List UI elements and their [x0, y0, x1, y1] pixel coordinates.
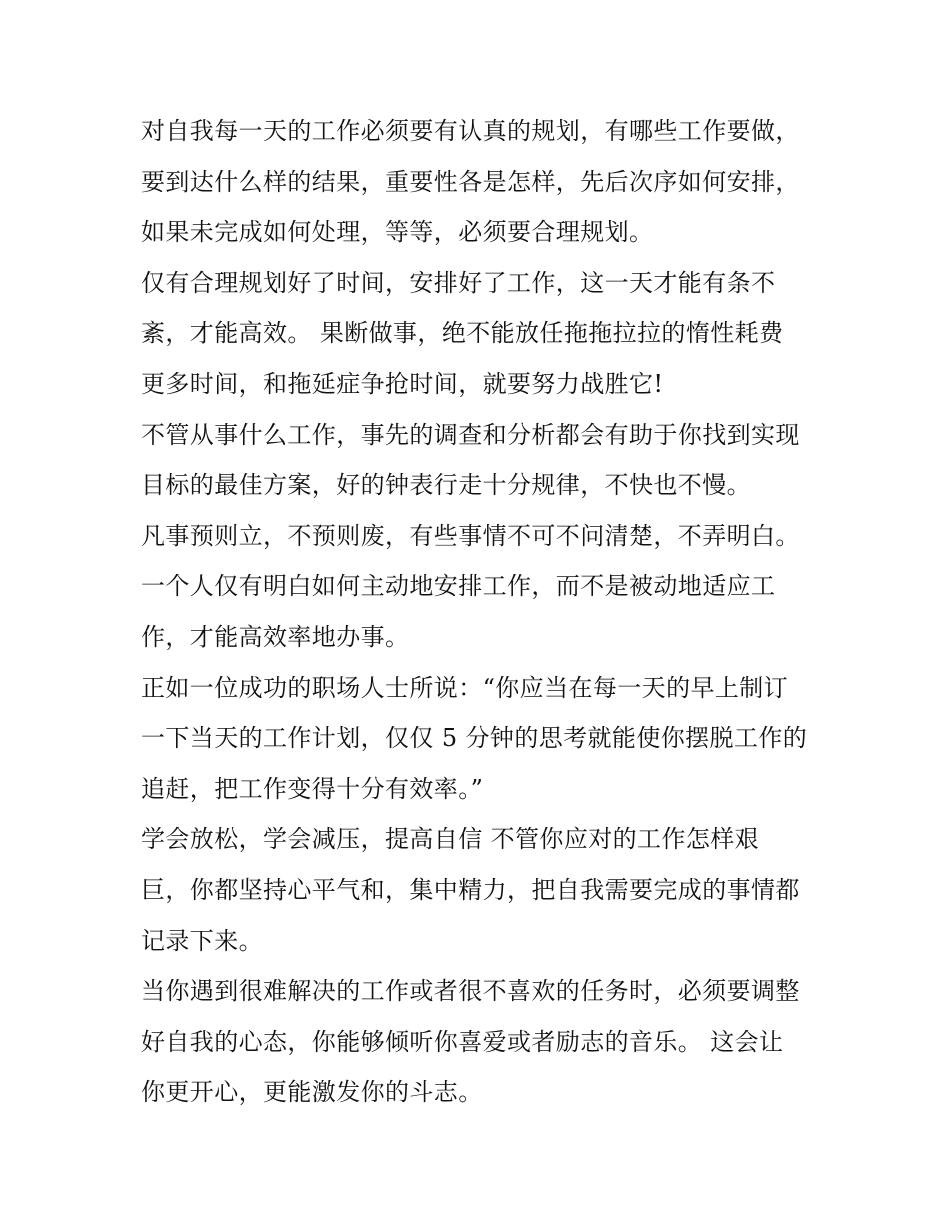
text-line: 对自我每一天的工作必须要有认真的规划，有哪些工作要做，	[141, 117, 800, 145]
text-line: 目标的最佳方案，好的钟表行走十分规律，不快也不慢。	[141, 471, 751, 500]
text-line: 紊，才能高效。 果断做事，绝不能放任拖拖拉拉的惰性耗费	[141, 319, 784, 348]
text-line: 仅有合理规划好了时间，安排好了工作，这一天才能有条不	[141, 268, 776, 297]
text-line: 一下当天的工作计划，仅仅 5 分钟的思考就能使你摆脱工作的	[141, 724, 808, 753]
text-line: 一个人仅有明白如何主动地安排工作，而不是被动地适应工	[141, 572, 776, 601]
text-line: 更多时间，和拖延症争抢时间，就要努力战胜它!	[141, 369, 664, 398]
text-line: 如果未完成如何处理，等等，必须要合理规划。	[141, 218, 654, 247]
text-line: 凡事预则立，不预则废，有些事情不可不问清楚，不弄明白。	[141, 521, 800, 550]
text-line: 当你遇到很难解决的工作或者很不喜欢的任务时，必须要调整	[141, 977, 800, 1006]
text-line: 学会放松，学会减压，提高自信 不管你应对的工作怎样艰	[141, 825, 760, 854]
text-line: 正如一位成功的职场人士所说：“你应当在每一天的早上制订	[141, 673, 789, 702]
body-text	[141, 106, 821, 1118]
text-line: 好自我的心态，你能够倾听你喜爱或者励志的音乐。 这会让	[141, 1027, 784, 1056]
text-line: 作，才能高效率地办事。	[141, 622, 410, 651]
text-line: 不管从事什么工作，事先的调查和分析都会有助于你找到实现	[141, 420, 800, 449]
text-line: 巨，你都坚持心平气和，集中精力，把自我需要完成的事情都	[141, 875, 800, 904]
text-line: 记录下来。	[141, 926, 263, 955]
text-line: 你更开心，更能激发你的斗志。	[141, 1078, 483, 1107]
text-line: 要到达什么样的结果，重要性各是怎样，先后次序如何安排，	[141, 167, 800, 196]
text-line: 追赶，把工作变得十分有效率。”	[141, 774, 484, 803]
